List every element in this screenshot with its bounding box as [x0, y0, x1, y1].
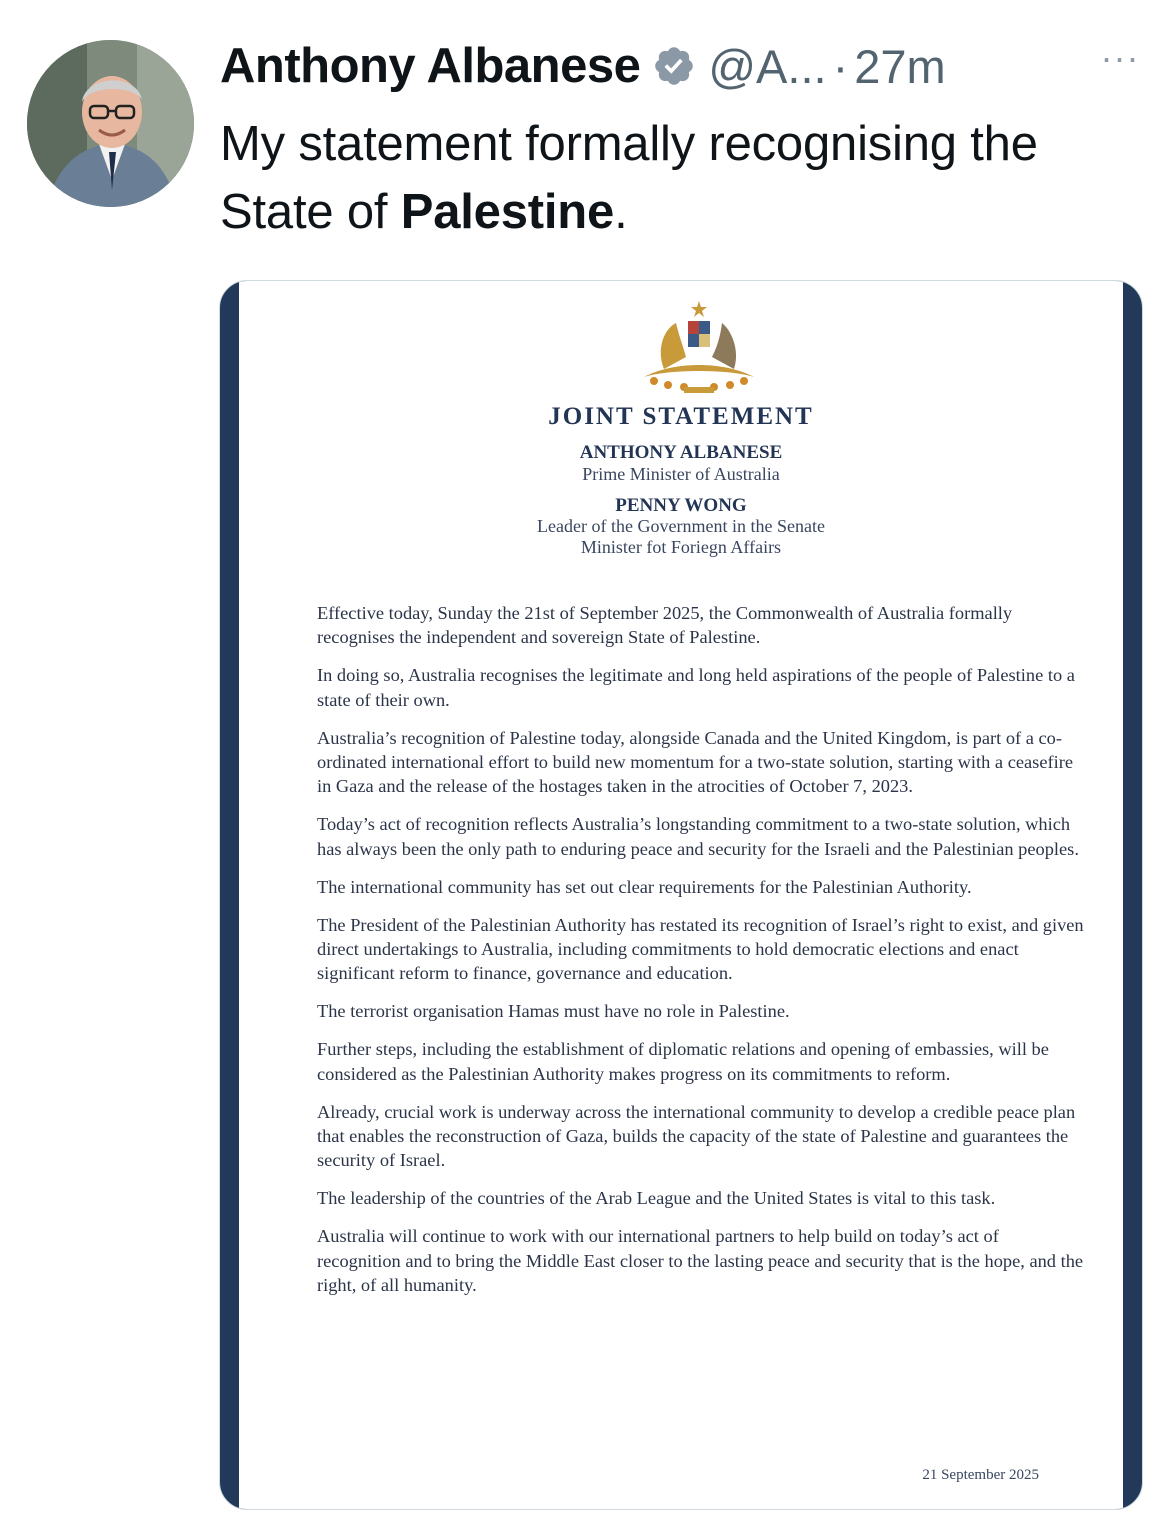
statement-date: 21 September 2025: [922, 1467, 1039, 1483]
signatory2-role-2: Minister fot Foriegn Affairs: [580, 537, 782, 557]
statement-paragraph: Already, crucial work is underway across the international community to develop a credible peace plan that enables the reconstruction of Gaza, builds the capacity of the state of Palestine and guarantees the security of Israel.: [317, 1101, 1076, 1171]
statement-paragraph: Effective today, Sunday the 21st of September 2025, the Commonwealth of Australia formally recognises the independent and sovereign State of Palestine.: [317, 603, 1013, 648]
timestamp[interactable]: 27m: [854, 39, 946, 93]
tweet-text-bold: Palestine: [400, 185, 615, 239]
statement-title: JOINT STATEMENT: [548, 403, 814, 430]
tweet-header: [220, 36, 1150, 96]
statement-paragraph: Australia’s recognition of Palestine today, alongside Canada and the United Kingdom, is part of a co-ordinated international effort to build new momentum for a two-state solution, starting with a ceasefire in Gaza and the release of the hostages taken in the atrocities of October 7, 2023.: [317, 727, 1074, 797]
signatory2-name: PENNY WONG: [615, 495, 747, 516]
statement-body: [317, 601, 1087, 1311]
separator-dot: ·: [832, 39, 849, 93]
handle[interactable]: @A...: [708, 39, 827, 93]
signatory2-role-1: Leader of the Government in the Senate: [537, 516, 825, 536]
statement-paragraph: Today’s act of recognition reflects Australia’s longstanding commitment to a two-state solution, which has always been the only path to enduring peace and security for the Israeli and the Palestinian peoples.: [317, 814, 1079, 859]
tweet-text-end: .: [614, 185, 628, 239]
tweet-text-main: My statement formally recognising the State of: [220, 117, 1038, 239]
avatar[interactable]: [27, 40, 194, 207]
statement-document: [239, 281, 1123, 1510]
statement-paragraph: The international community has set out clear requirements for the Palestinian Authority.: [317, 876, 972, 897]
avatar-photo: [27, 40, 194, 207]
signatory1-name: ANTHONY ALBANESE: [579, 442, 783, 463]
display-name[interactable]: Anthony Albanese: [220, 39, 641, 93]
more-options-icon[interactable]: ···: [1100, 37, 1140, 78]
statement-paragraph: The President of the Palestinian Authority has restated its recognition of Israel’s right to exist, and given direct undertakings to Australia, including commitments to hold democratic elections and enact significant reform to finance, governance and education.: [317, 914, 1084, 984]
statement-paragraph: Further steps, including the establishment of diplomatic relations and opening of embassies, will be considered as the Palestinian Authority makes progress on its commitments to reform.: [317, 1039, 1049, 1084]
tweet-text: [220, 110, 1140, 246]
statement-paragraph: In doing so, Australia recognises the legitimate and long held aspirations of the people of Palestine to a state of their own.: [317, 665, 1075, 710]
statement-paragraph: Australia will continue to work with our international partners to help build on today’s act of recognition and to bring the Middle East closer to the lasting peace and security that is the hope, and the right, of all humanity.: [317, 1226, 1084, 1295]
statement-paragraph: The leadership of the countries of the Arab League and the United States is vital to this task.: [317, 1188, 996, 1209]
statement-paragraph: The terrorist organisation Hamas must have no role in Palestine.: [317, 1001, 790, 1022]
attached-image[interactable]: [219, 280, 1143, 1510]
signatory1-role: Prime Minister of Australia: [582, 464, 780, 484]
coat-of-arms-icon: [634, 299, 764, 399]
verified-badge-icon[interactable]: [652, 44, 696, 88]
